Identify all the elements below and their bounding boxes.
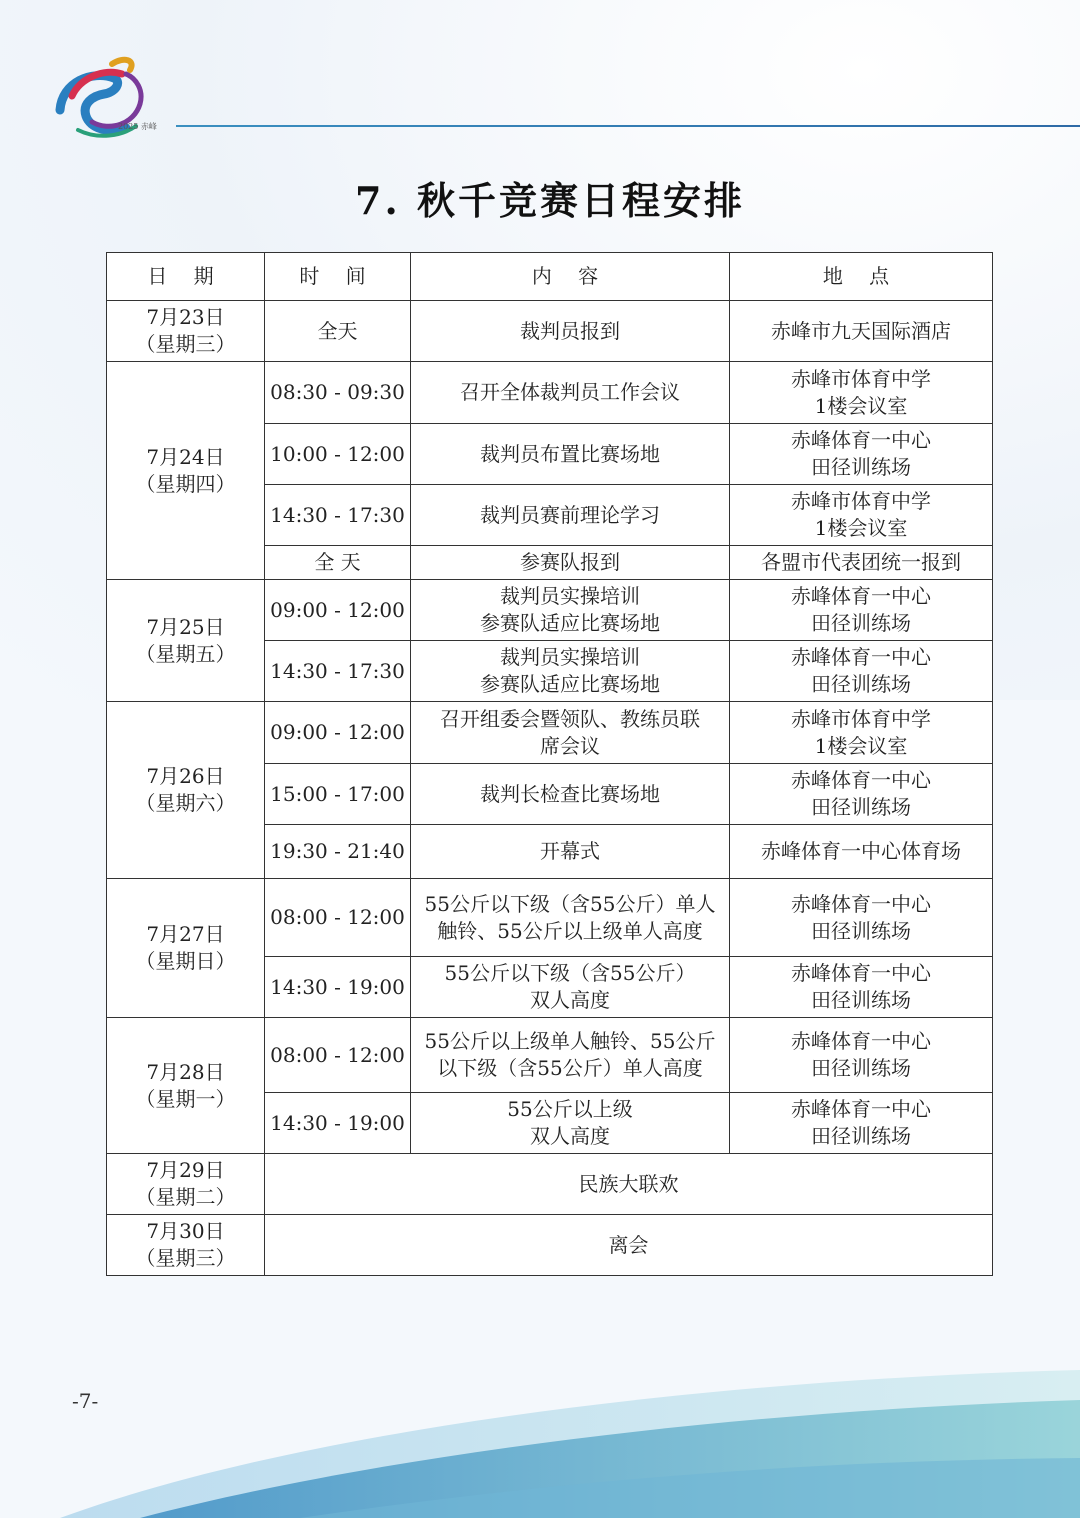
table-row [107, 1018, 993, 1093]
place-cell: 赤峰市体育中学 1楼会议室 [730, 485, 993, 546]
content-cell: 裁判长检查比赛场地 [411, 764, 730, 825]
time-cell: 全 天 [265, 546, 411, 580]
time-cell: 09:00 - 12:00 [265, 580, 411, 641]
content-cell: 召开全体裁判员工作会议 [411, 362, 730, 424]
place-cell: 赤峰体育一中心 田径训练场 [730, 879, 993, 957]
place-cell: 赤峰体育一中心 田径训练场 [730, 424, 993, 485]
content-cell: 55公斤以上级 双人高度 [411, 1093, 730, 1154]
time-cell: 09:00 - 12:00 [265, 702, 411, 764]
header-date: 日 期 [107, 253, 265, 301]
place-cell: 赤峰体育一中心 田径训练场 [730, 1018, 993, 1093]
header-time: 时 间 [265, 253, 411, 301]
place-cell: 赤峰市体育中学 1楼会议室 [730, 702, 993, 764]
decorative-waves [0, 1340, 1080, 1518]
table-row [107, 702, 993, 764]
content-cell: 裁判员实操培训 参赛队适应比赛场地 [411, 580, 730, 641]
date-cell: 7月23日 （星期三） [107, 301, 265, 362]
content-cell: 裁判员实操培训 参赛队适应比赛场地 [411, 641, 730, 702]
header-content: 内 容 [411, 253, 730, 301]
place-cell: 赤峰市九天国际酒店 [730, 301, 993, 362]
table-row [107, 362, 993, 424]
merged-content-cell: 离会 [265, 1215, 993, 1276]
merged-content-cell: 民族大联欢 [265, 1154, 993, 1215]
time-cell: 08:30 - 09:30 [265, 362, 411, 424]
schedule-table [106, 252, 993, 1276]
content-cell: 裁判员布置比赛场地 [411, 424, 730, 485]
date-cell: 7月28日 （星期一） [107, 1018, 265, 1154]
date-cell: 7月24日 （星期四） [107, 362, 265, 580]
time-cell: 08:00 - 12:00 [265, 879, 411, 957]
time-cell: 08:00 - 12:00 [265, 1018, 411, 1093]
table-row [107, 1215, 993, 1276]
content-cell: 开幕式 [411, 825, 730, 879]
place-cell: 各盟市代表团统一报到 [730, 546, 993, 580]
content-cell: 55公斤以下级（含55公斤） 双人高度 [411, 957, 730, 1018]
content-cell: 裁判员报到 [411, 301, 730, 362]
time-cell: 14:30 - 17:30 [265, 641, 411, 702]
content-cell: 参赛队报到 [411, 546, 730, 580]
place-cell: 赤峰体育一中心 田径训练场 [730, 764, 993, 825]
content-cell: 裁判员赛前理论学习 [411, 485, 730, 546]
page-title: 7. 秋千竞赛日程安排 [355, 178, 745, 223]
time-cell: 14:30 - 17:30 [265, 485, 411, 546]
place-cell: 赤峰体育一中心 田径训练场 [730, 957, 993, 1018]
date-cell: 7月29日 （星期二） [107, 1154, 265, 1215]
page-number: -7- [72, 1389, 99, 1413]
date-cell: 7月26日 （星期六） [107, 702, 265, 879]
time-cell: 15:00 - 17:00 [265, 764, 411, 825]
content-cell: 55公斤以下级（含55公斤）单人 触铃、55公斤以上级单人高度 [411, 879, 730, 957]
time-cell: 14:30 - 19:00 [265, 1093, 411, 1154]
header-place: 地 点 [730, 253, 993, 301]
place-cell: 赤峰体育一中心 田径训练场 [730, 1093, 993, 1154]
header-divider [176, 125, 1080, 127]
content-cell: 召开组委会暨领队、教练员联 席会议 [411, 702, 730, 764]
table-row [107, 301, 993, 362]
place-cell: 赤峰体育一中心体育场 [730, 825, 993, 879]
place-cell: 赤峰体育一中心 田径训练场 [730, 641, 993, 702]
time-cell: 10:00 - 12:00 [265, 424, 411, 485]
place-cell: 赤峰市体育中学 1楼会议室 [730, 362, 993, 424]
table-row [107, 1154, 993, 1215]
date-cell: 7月30日 （星期三） [107, 1215, 265, 1276]
date-cell: 7月27日 （星期日） [107, 879, 265, 1018]
table-header-row [107, 253, 993, 301]
date-cell: 7月25日 （星期五） [107, 580, 265, 702]
table-row [107, 879, 993, 957]
logo-year-text: 2025 赤峰 [118, 122, 157, 131]
time-cell: 全天 [265, 301, 411, 362]
content-cell: 55公斤以上级单人触铃、55公斤 以下级（含55公斤）单人高度 [411, 1018, 730, 1093]
time-cell: 14:30 - 19:00 [265, 957, 411, 1018]
place-cell: 赤峰体育一中心 田径训练场 [730, 580, 993, 641]
table-row [107, 580, 993, 641]
time-cell: 19:30 - 21:40 [265, 825, 411, 879]
